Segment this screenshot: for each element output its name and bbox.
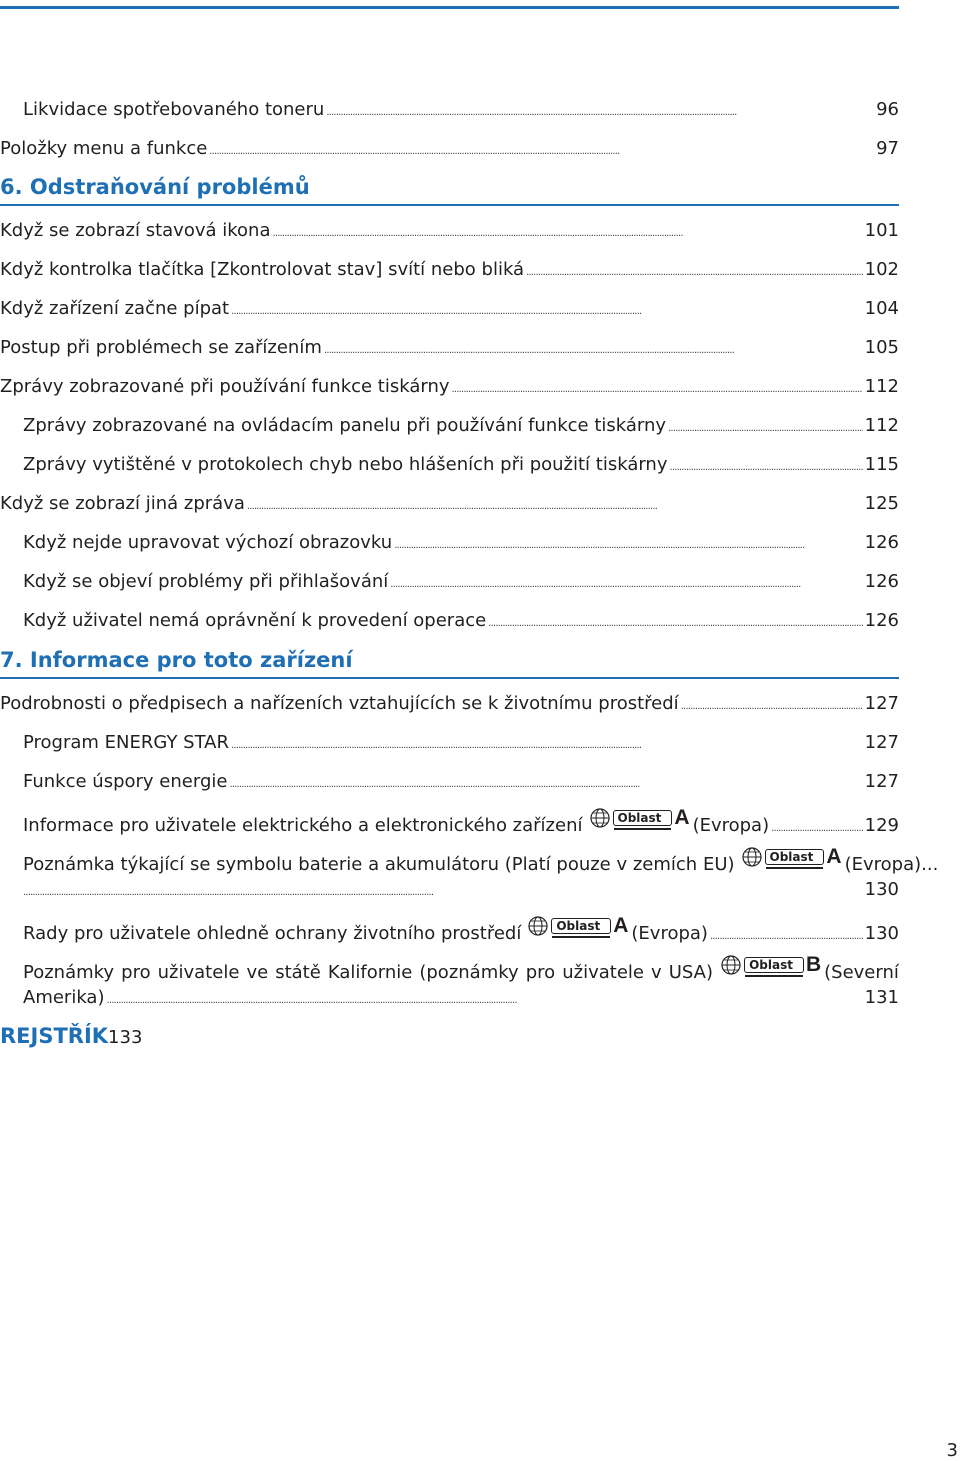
toc-entry-battery[interactable] xyxy=(23,845,939,877)
toc-entry-toner-disposal[interactable] xyxy=(23,98,899,125)
toc-entry-suffix: (Severní xyxy=(824,962,899,983)
top-rule xyxy=(0,6,899,9)
toc-entry-page: 97 xyxy=(876,138,899,159)
dot-leader xyxy=(229,773,862,797)
dot-leader xyxy=(670,456,863,480)
toc-entry-title: Zprávy vytištěné v protokolech chyb nebo hlášeních při použití tiskárny xyxy=(23,454,668,475)
word: uživatele xyxy=(157,962,240,983)
region-label: Oblast xyxy=(613,810,673,826)
toc-entry[interactable] xyxy=(23,414,899,441)
toc-entry[interactable] xyxy=(23,570,899,597)
toc-entry-suffix: (Evropa) xyxy=(692,815,770,836)
toc-entry-page: 126 xyxy=(864,532,899,553)
region-label: Oblast xyxy=(765,849,825,865)
dot-leader xyxy=(106,989,862,1013)
toc-entry-page: 129 xyxy=(864,815,899,836)
toc-entry-page: 101 xyxy=(864,220,899,241)
region-label: Oblast xyxy=(551,918,611,934)
dot-leader xyxy=(452,378,863,402)
region-label: Oblast xyxy=(744,957,804,973)
word: státě xyxy=(275,962,321,983)
toc-entry-title: Když zařízení začne pípat xyxy=(0,298,230,319)
chapter-7-rule xyxy=(0,677,899,679)
dot-leader xyxy=(390,573,862,597)
toc-entry-title: Položky menu a funkce xyxy=(0,138,208,159)
dot-leader xyxy=(710,925,863,949)
toc-entry[interactable] xyxy=(0,492,899,519)
toc-entry-title: Když se zobrazí jiná zpráva xyxy=(0,493,245,514)
toc-entry-page: 133 xyxy=(108,1027,143,1048)
region-letter: B xyxy=(805,953,822,976)
toc-entry-page: 130 xyxy=(864,879,899,900)
toc-entry-page: 104 xyxy=(864,298,899,319)
toc-entry-title: Rady pro uživatele ohledně ochrany životního prostředí xyxy=(23,923,522,944)
word: Poznámky xyxy=(23,962,115,983)
dot-leader xyxy=(668,417,863,441)
globe-icon xyxy=(589,807,611,829)
globe-icon xyxy=(527,915,549,937)
toc-entry-environment[interactable] xyxy=(23,914,899,949)
toc-entry-page: 127 xyxy=(864,771,899,792)
toc-entry-page: 131 xyxy=(864,987,899,1008)
toc-entry-title: Když uživatel nemá oprávnění k provedení operace xyxy=(23,610,487,631)
toc-entry-title: Postup při problémech se zařízením xyxy=(0,337,322,358)
region-a-badge xyxy=(527,915,628,937)
dot-leader xyxy=(526,261,863,285)
dot-leader xyxy=(681,695,863,719)
toc-entry-battery-continued[interactable] xyxy=(23,878,899,905)
toc-entry-title: Zprávy zobrazované při používání funkce tiskárny xyxy=(0,376,450,397)
toc-entry-title: Amerika) xyxy=(23,987,105,1008)
toc-entry-page: 126 xyxy=(864,571,899,592)
toc-entry-page: 105 xyxy=(864,337,899,358)
toc-entry[interactable] xyxy=(0,375,899,402)
page-number: 3 xyxy=(946,1440,958,1461)
toc-entry-page: 112 xyxy=(864,376,899,397)
word: uživatele xyxy=(562,962,644,983)
toc-entry-title: Poznámka týkající se symbolu baterie a akumulátoru (Platí pouze v zemích EU) xyxy=(23,854,735,875)
toc-entry[interactable] xyxy=(23,609,899,636)
toc-entry-title: Když nejde upravovat výchozí obrazovku xyxy=(23,532,393,553)
word: Kalifornie xyxy=(327,962,413,983)
toc-entry-title: Když kontrolka tlačítka [Zkontrolovat stav] svítí nebo bliká xyxy=(0,259,525,280)
chapter-6-rule xyxy=(0,204,899,206)
toc-entry-title: Likvidace spotřebovaného toneru xyxy=(23,99,325,120)
toc-entry[interactable] xyxy=(0,258,899,285)
toc-entry-menu-items[interactable] xyxy=(0,137,899,164)
toc-entry[interactable] xyxy=(0,219,899,246)
dot-leader xyxy=(272,222,862,246)
region-letter: A xyxy=(613,914,629,937)
chapter-7-heading[interactable]: 7. Informace pro toto zařízení xyxy=(0,648,353,672)
word: ve xyxy=(246,962,269,983)
toc-entry-title: Zprávy zobrazované na ovládacím panelu při používání funkce tiskárny xyxy=(23,415,667,436)
globe-icon xyxy=(741,846,763,868)
toc-entry-title: Podrobnosti o předpisech a nařízeních vztahujících se k životnímu prostředí xyxy=(0,693,679,714)
dot-leader xyxy=(488,612,862,636)
dot-leader xyxy=(23,881,863,905)
toc-entry-title: Když se zobrazí stavová ikona xyxy=(0,220,271,241)
word: pro xyxy=(525,962,556,983)
word: USA) xyxy=(668,962,714,983)
word: v xyxy=(651,962,662,983)
toc-entry[interactable] xyxy=(0,692,899,719)
toc-entry-california-continued[interactable] xyxy=(23,986,899,1013)
toc-entry[interactable] xyxy=(23,731,899,758)
toc-entry-index[interactable] xyxy=(0,1022,899,1052)
globe-icon xyxy=(720,954,742,976)
toc-entry-page: 96 xyxy=(876,99,899,120)
chapter-6-heading[interactable]: 6. Odstraňování problémů xyxy=(0,175,310,199)
toc-entry[interactable] xyxy=(23,770,899,797)
toc-entry[interactable] xyxy=(23,453,899,480)
dot-leader xyxy=(231,300,863,324)
toc-entry[interactable] xyxy=(0,297,899,324)
toc-entry-title: Když se objeví problémy při přihlašování xyxy=(23,571,389,592)
dot-leader xyxy=(324,339,863,363)
toc-entry-page: 127 xyxy=(864,693,899,714)
word: (poznámky xyxy=(419,962,519,983)
region-a-badge xyxy=(589,807,690,829)
toc-entry-page: 130 xyxy=(864,923,899,944)
toc-entry-california[interactable] xyxy=(23,953,899,985)
toc-entry[interactable] xyxy=(23,531,899,558)
toc-entry-suffix: (Evropa) xyxy=(631,923,708,944)
toc-entry-title: Funkce úspory energie xyxy=(23,771,228,792)
toc-entry-page: 126 xyxy=(864,610,899,631)
dot-leader xyxy=(209,140,874,164)
dot-leader xyxy=(326,101,874,125)
toc-entry-page: 112 xyxy=(864,415,899,436)
region-a-badge xyxy=(741,846,842,868)
toc-entry-title: Informace pro uživatele elektrického a elektronického zařízení xyxy=(23,815,583,836)
dot-leader xyxy=(231,734,863,758)
toc-entry-page: 125 xyxy=(864,493,899,514)
dot-leader xyxy=(394,534,862,558)
toc-entry-title: Program ENERGY STAR xyxy=(23,732,229,753)
index-title: REJSTŘÍK xyxy=(0,1024,109,1048)
toc-entry[interactable] xyxy=(0,336,899,363)
region-b-badge xyxy=(720,954,821,976)
toc-entry-page: 102 xyxy=(864,259,899,280)
region-b-group xyxy=(720,953,899,985)
toc-entry-suffix: (Evropa)... xyxy=(844,854,939,875)
toc-entry-page: 115 xyxy=(864,454,899,475)
dot-leader xyxy=(771,817,863,841)
toc-entry-page: 127 xyxy=(864,732,899,753)
toc-entry-weee[interactable] xyxy=(23,806,899,841)
word: pro xyxy=(121,962,151,983)
region-letter: A xyxy=(826,845,842,868)
dot-leader xyxy=(247,495,863,519)
region-letter: A xyxy=(674,806,690,829)
